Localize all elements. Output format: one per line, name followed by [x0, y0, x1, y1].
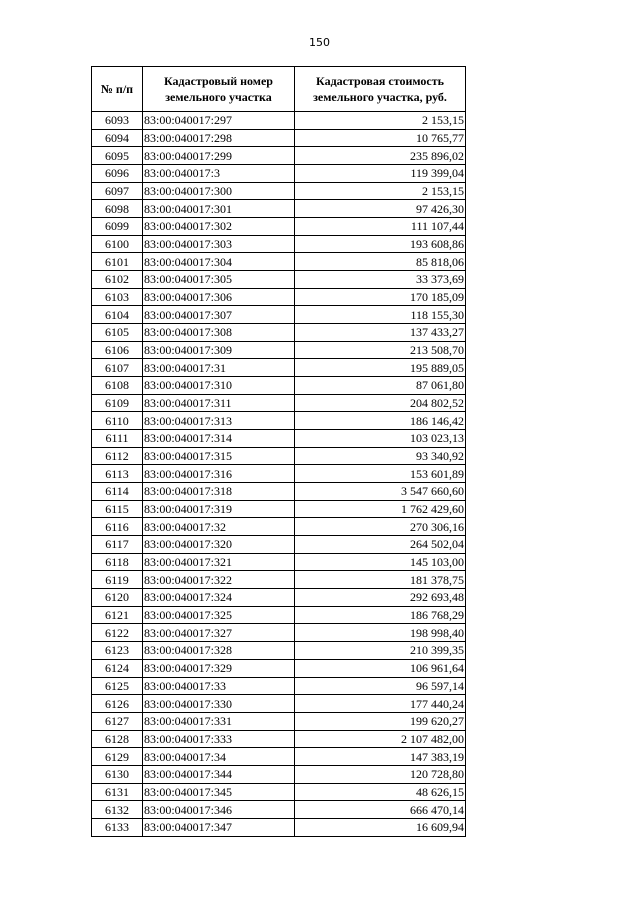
- table-row: [92, 412, 466, 430]
- table-row: [92, 518, 466, 536]
- row-number-cell: 6100: [92, 235, 143, 253]
- row-number-cell: 6133: [92, 818, 143, 836]
- row-number-cell: 6129: [92, 748, 143, 766]
- cadastral-number-cell: 83:00:040017:345: [143, 783, 295, 801]
- cadastral-number-cell: 83:00:040017:325: [143, 606, 295, 624]
- table-row: [92, 801, 466, 819]
- table-row: [92, 129, 466, 147]
- row-number-cell: 6106: [92, 341, 143, 359]
- row-number-cell: 6121: [92, 606, 143, 624]
- table-row: [92, 394, 466, 412]
- table-row: [92, 147, 466, 165]
- table-row: [92, 377, 466, 395]
- cadastral-number-cell: 83:00:040017:301: [143, 200, 295, 218]
- cadastral-value-cell: 1 762 429,60: [295, 500, 466, 518]
- cadastral-number-cell: 83:00:040017:324: [143, 589, 295, 607]
- row-number-cell: 6102: [92, 271, 143, 289]
- cadastral-value-table: [91, 66, 466, 837]
- table-row: [92, 182, 466, 200]
- cadastral-number-cell: 83:00:040017:347: [143, 818, 295, 836]
- cadastral-number-cell: 83:00:040017:319: [143, 500, 295, 518]
- table-row: [92, 218, 466, 236]
- row-number-cell: 6126: [92, 695, 143, 713]
- row-number-cell: 6128: [92, 730, 143, 748]
- cadastral-value-cell: 106 961,64: [295, 659, 466, 677]
- table-row: [92, 730, 466, 748]
- row-number-cell: 6111: [92, 430, 143, 448]
- header-row-number: № п/п: [92, 67, 143, 112]
- table-row: [92, 571, 466, 589]
- table-row: [92, 589, 466, 607]
- cadastral-number-cell: 83:00:040017:318: [143, 483, 295, 501]
- cadastral-number-cell: 83:00:040017:330: [143, 695, 295, 713]
- header-cadastral-number: Кадастровый номер земельного участка: [143, 67, 295, 112]
- table-row: [92, 606, 466, 624]
- cadastral-number-cell: 83:00:040017:331: [143, 712, 295, 730]
- row-number-cell: 6114: [92, 483, 143, 501]
- cadastral-value-cell: 199 620,27: [295, 712, 466, 730]
- row-number-cell: 6127: [92, 712, 143, 730]
- table-row: [92, 553, 466, 571]
- row-number-cell: 6113: [92, 465, 143, 483]
- cadastral-number-cell: 83:00:040017:344: [143, 765, 295, 783]
- cadastral-number-cell: 83:00:040017:327: [143, 624, 295, 642]
- table-row: [92, 536, 466, 554]
- cadastral-value-cell: 103 023,13: [295, 430, 466, 448]
- row-number-cell: 6130: [92, 765, 143, 783]
- cadastral-value-cell: 97 426,30: [295, 200, 466, 218]
- row-number-cell: 6096: [92, 165, 143, 183]
- cadastral-value-cell: 96 597,14: [295, 677, 466, 695]
- table-row: [92, 818, 466, 836]
- cadastral-value-cell: 147 383,19: [295, 748, 466, 766]
- cadastral-value-cell: 235 896,02: [295, 147, 466, 165]
- cadastral-number-cell: 83:00:040017:309: [143, 341, 295, 359]
- cadastral-value-cell: 10 765,77: [295, 129, 466, 147]
- cadastral-value-cell: 177 440,24: [295, 695, 466, 713]
- cadastral-number-cell: 83:00:040017:314: [143, 430, 295, 448]
- cadastral-number-cell: 83:00:040017:310: [143, 377, 295, 395]
- row-number-cell: 6112: [92, 447, 143, 465]
- row-number-cell: 6095: [92, 147, 143, 165]
- row-number-cell: 6105: [92, 324, 143, 342]
- table-row: [92, 712, 466, 730]
- table-row: [92, 165, 466, 183]
- table-row: [92, 659, 466, 677]
- table-row: [92, 200, 466, 218]
- cadastral-number-cell: 83:00:040017:320: [143, 536, 295, 554]
- row-number-cell: 6101: [92, 253, 143, 271]
- row-number-cell: 6123: [92, 642, 143, 660]
- table-row: [92, 112, 466, 130]
- cadastral-number-cell: 83:00:040017:333: [143, 730, 295, 748]
- cadastral-number-cell: 83:00:040017:322: [143, 571, 295, 589]
- table-row: [92, 359, 466, 377]
- cadastral-value-cell: 119 399,04: [295, 165, 466, 183]
- cadastral-value-cell: 213 508,70: [295, 341, 466, 359]
- table-row: [92, 483, 466, 501]
- row-number-cell: 6115: [92, 500, 143, 518]
- cadastral-value-cell: 145 103,00: [295, 553, 466, 571]
- cadastral-value-cell: 181 378,75: [295, 571, 466, 589]
- table-row: [92, 500, 466, 518]
- table-row: [92, 324, 466, 342]
- cadastral-number-cell: 83:00:040017:299: [143, 147, 295, 165]
- row-number-cell: 6108: [92, 377, 143, 395]
- cadastral-value-cell: 270 306,16: [295, 518, 466, 536]
- cadastral-value-cell: 204 802,52: [295, 394, 466, 412]
- cadastral-number-cell: 83:00:040017:34: [143, 748, 295, 766]
- cadastral-number-cell: 83:00:040017:304: [143, 253, 295, 271]
- cadastral-value-cell: 120 728,80: [295, 765, 466, 783]
- cadastral-value-cell: 186 768,29: [295, 606, 466, 624]
- cadastral-value-cell: 666 470,14: [295, 801, 466, 819]
- table-row: [92, 271, 466, 289]
- cadastral-value-cell: 16 609,94: [295, 818, 466, 836]
- cadastral-value-cell: 3 547 660,60: [295, 483, 466, 501]
- cadastral-value-cell: 153 601,89: [295, 465, 466, 483]
- cadastral-value-cell: 137 433,27: [295, 324, 466, 342]
- cadastral-number-cell: 83:00:040017:308: [143, 324, 295, 342]
- cadastral-value-cell: 193 608,86: [295, 235, 466, 253]
- row-number-cell: 6124: [92, 659, 143, 677]
- cadastral-value-cell: 93 340,92: [295, 447, 466, 465]
- row-number-cell: 6110: [92, 412, 143, 430]
- table-row: [92, 447, 466, 465]
- cadastral-number-cell: 83:00:040017:306: [143, 288, 295, 306]
- row-number-cell: 6117: [92, 536, 143, 554]
- table-row: [92, 783, 466, 801]
- table-row: [92, 642, 466, 660]
- cadastral-number-cell: 83:00:040017:307: [143, 306, 295, 324]
- cadastral-value-cell: 2 153,15: [295, 112, 466, 130]
- cadastral-value-cell: 2 107 482,00: [295, 730, 466, 748]
- cadastral-value-cell: 111 107,44: [295, 218, 466, 236]
- cadastral-value-cell: 186 146,42: [295, 412, 466, 430]
- cadastral-number-cell: 83:00:040017:315: [143, 447, 295, 465]
- table-header-row: [92, 67, 466, 112]
- cadastral-value-cell: 87 061,80: [295, 377, 466, 395]
- table-row: [92, 765, 466, 783]
- table-row: [92, 624, 466, 642]
- cadastral-number-cell: 83:00:040017:303: [143, 235, 295, 253]
- table-row: [92, 695, 466, 713]
- cadastral-value-cell: 48 626,15: [295, 783, 466, 801]
- cadastral-number-cell: 83:00:040017:32: [143, 518, 295, 536]
- row-number-cell: 6094: [92, 129, 143, 147]
- cadastral-value-cell: 195 889,05: [295, 359, 466, 377]
- row-number-cell: 6098: [92, 200, 143, 218]
- page-number: 150: [309, 36, 330, 49]
- cadastral-value-cell: 33 373,69: [295, 271, 466, 289]
- cadastral-value-cell: 170 185,09: [295, 288, 466, 306]
- row-number-cell: 6132: [92, 801, 143, 819]
- row-number-cell: 6116: [92, 518, 143, 536]
- cadastral-value-cell: 292 693,48: [295, 589, 466, 607]
- table-row: [92, 748, 466, 766]
- cadastral-number-cell: 83:00:040017:297: [143, 112, 295, 130]
- cadastral-number-cell: 83:00:040017:311: [143, 394, 295, 412]
- cadastral-number-cell: 83:00:040017:31: [143, 359, 295, 377]
- table-row: [92, 253, 466, 271]
- row-number-cell: 6118: [92, 553, 143, 571]
- cadastral-value-cell: 264 502,04: [295, 536, 466, 554]
- cadastral-number-cell: 83:00:040017:302: [143, 218, 295, 236]
- cadastral-value-cell: 85 818,06: [295, 253, 466, 271]
- row-number-cell: 6093: [92, 112, 143, 130]
- row-number-cell: 6103: [92, 288, 143, 306]
- row-number-cell: 6099: [92, 218, 143, 236]
- row-number-cell: 6109: [92, 394, 143, 412]
- cadastral-number-cell: 83:00:040017:33: [143, 677, 295, 695]
- row-number-cell: 6119: [92, 571, 143, 589]
- cadastral-number-cell: 83:00:040017:321: [143, 553, 295, 571]
- cadastral-number-cell: 83:00:040017:305: [143, 271, 295, 289]
- table-row: [92, 306, 466, 324]
- cadastral-number-cell: 83:00:040017:3: [143, 165, 295, 183]
- row-number-cell: 6107: [92, 359, 143, 377]
- row-number-cell: 6120: [92, 589, 143, 607]
- cadastral-number-cell: 83:00:040017:346: [143, 801, 295, 819]
- row-number-cell: 6097: [92, 182, 143, 200]
- table-row: [92, 288, 466, 306]
- cadastral-value-cell: 198 998,40: [295, 624, 466, 642]
- cadastral-number-cell: 83:00:040017:313: [143, 412, 295, 430]
- cadastral-value-cell: 2 153,15: [295, 182, 466, 200]
- cadastral-number-cell: 83:00:040017:298: [143, 129, 295, 147]
- table-row: [92, 465, 466, 483]
- cadastral-number-cell: 83:00:040017:300: [143, 182, 295, 200]
- table-row: [92, 430, 466, 448]
- table-row: [92, 235, 466, 253]
- cadastral-number-cell: 83:00:040017:328: [143, 642, 295, 660]
- row-number-cell: 6131: [92, 783, 143, 801]
- row-number-cell: 6104: [92, 306, 143, 324]
- row-number-cell: 6122: [92, 624, 143, 642]
- cadastral-number-cell: 83:00:040017:316: [143, 465, 295, 483]
- table-row: [92, 341, 466, 359]
- cadastral-value-cell: 118 155,30: [295, 306, 466, 324]
- row-number-cell: 6125: [92, 677, 143, 695]
- header-cadastral-value: Кадастровая стоимость земельного участка, руб.: [295, 67, 466, 112]
- table-row: [92, 677, 466, 695]
- cadastral-number-cell: 83:00:040017:329: [143, 659, 295, 677]
- cadastral-value-cell: 210 399,35: [295, 642, 466, 660]
